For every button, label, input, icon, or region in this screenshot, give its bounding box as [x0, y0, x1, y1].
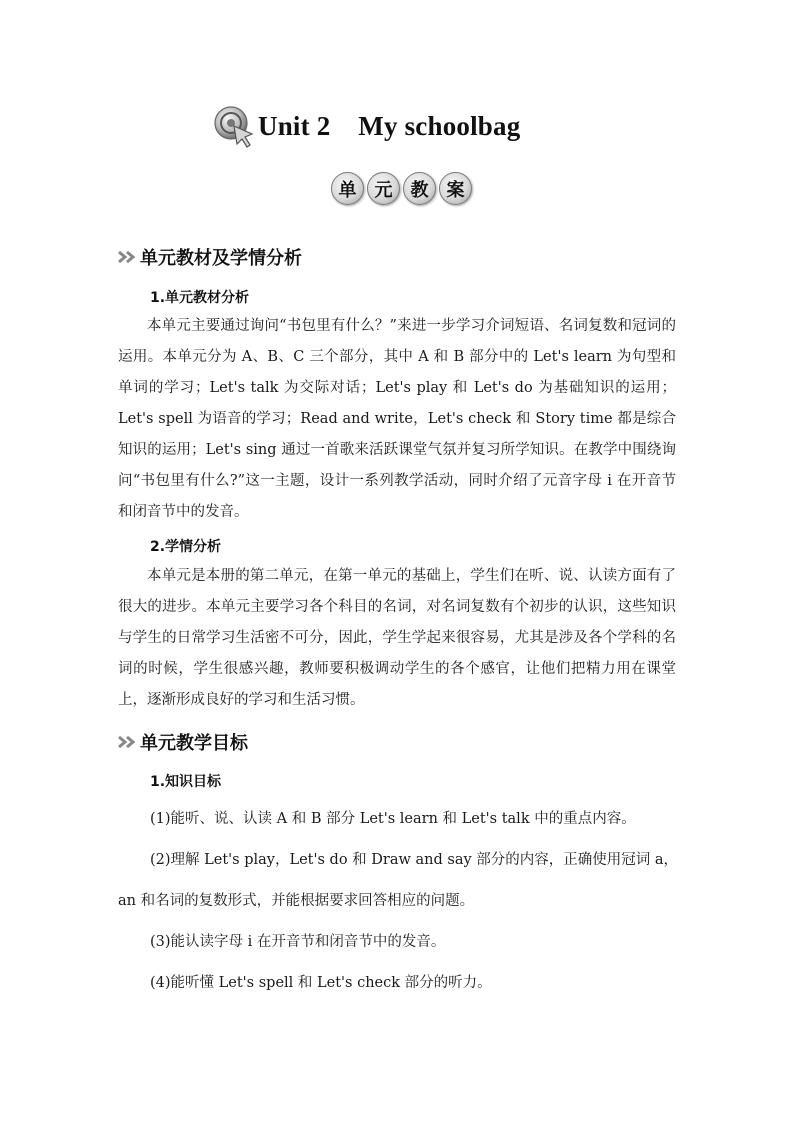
page-title: Unit 2 My schoolbag [258, 110, 521, 141]
badge-char: 单 [331, 172, 364, 205]
goal-item: (3)能认读字母 i 在开音节和闭音节中的发音。 [150, 934, 446, 950]
subsection-heading: 2.学情分析 [150, 539, 222, 555]
goal-item: (2)理解 Let's play，Let's do 和 Draw and say 部分的内容，正确使用冠词 a， [150, 852, 679, 868]
cursor-target-icon [212, 104, 256, 148]
paragraph-textbook-analysis: 本单元主要通过询问“书包里有什么？”来进一步学习介词短语、名词复数和冠词的运用。本单元分为 A、B、C 三个部分，其中 A 和 B 部分中的 Let's learn 为句型和单词的学习；Let's talk 为交际对话；Let's play 和 Let's do 为基础知识的运用；Let's spell 为语音的学习；Read and write，Let's check 和 Story time 都是综合知识的运用；Let's sing 通过一首歌来活跃课堂气氛并复习所学知识。在教学中围绕询问“书包里有什么?”这一主题，设计一系列教学活动，同时介绍了元音字母 i 在开音节和闭音节中的发音。 [118, 318, 676, 520]
page-title-row [212, 102, 520, 150]
goal-item-continuation: an 和名词的复数形式，并能根据要求回答相应的问题。 [118, 893, 475, 909]
badge-char: 案 [439, 172, 472, 205]
section-heading-goals [118, 729, 248, 755]
goal-item: (1)能听、说、认读 A 和 B 部分 Let's learn 和 Let's talk 中的重点内容。 [150, 811, 636, 827]
double-chevron-icon [118, 250, 138, 264]
double-chevron-icon [118, 735, 138, 749]
badge-char: 教 [403, 172, 436, 205]
unit-plan-badge [331, 172, 472, 205]
section-heading-analysis [118, 244, 302, 270]
goal-item: (4)能听懂 Let's spell 和 Let's check 部分的听力。 [150, 975, 492, 991]
section-heading-text: 单元教材及学情分析 [140, 248, 302, 269]
subsection-heading: 1.单元教材分析 [150, 290, 250, 306]
paragraph-student-analysis: 本单元是本册的第二单元，在第一单元的基础上，学生们在听、说、认读方面有了很大的进步。本单元主要学习各个科目的名词，对名词复数有个初步的认识，这些知识与学生的日常学习生活密不可分，因此，学生学起来很容易，尤其是涉及各个学科的名词的时候，学生很感兴趣，教师要积极调动学生的各个感官，让他们把精力用在课堂上，逐渐形成良好的学习和生活习惯。 [118, 568, 676, 708]
badge-char: 元 [367, 172, 400, 205]
subsection-heading: 1.知识目标 [150, 774, 222, 790]
section-heading-text: 单元教学目标 [140, 733, 248, 754]
